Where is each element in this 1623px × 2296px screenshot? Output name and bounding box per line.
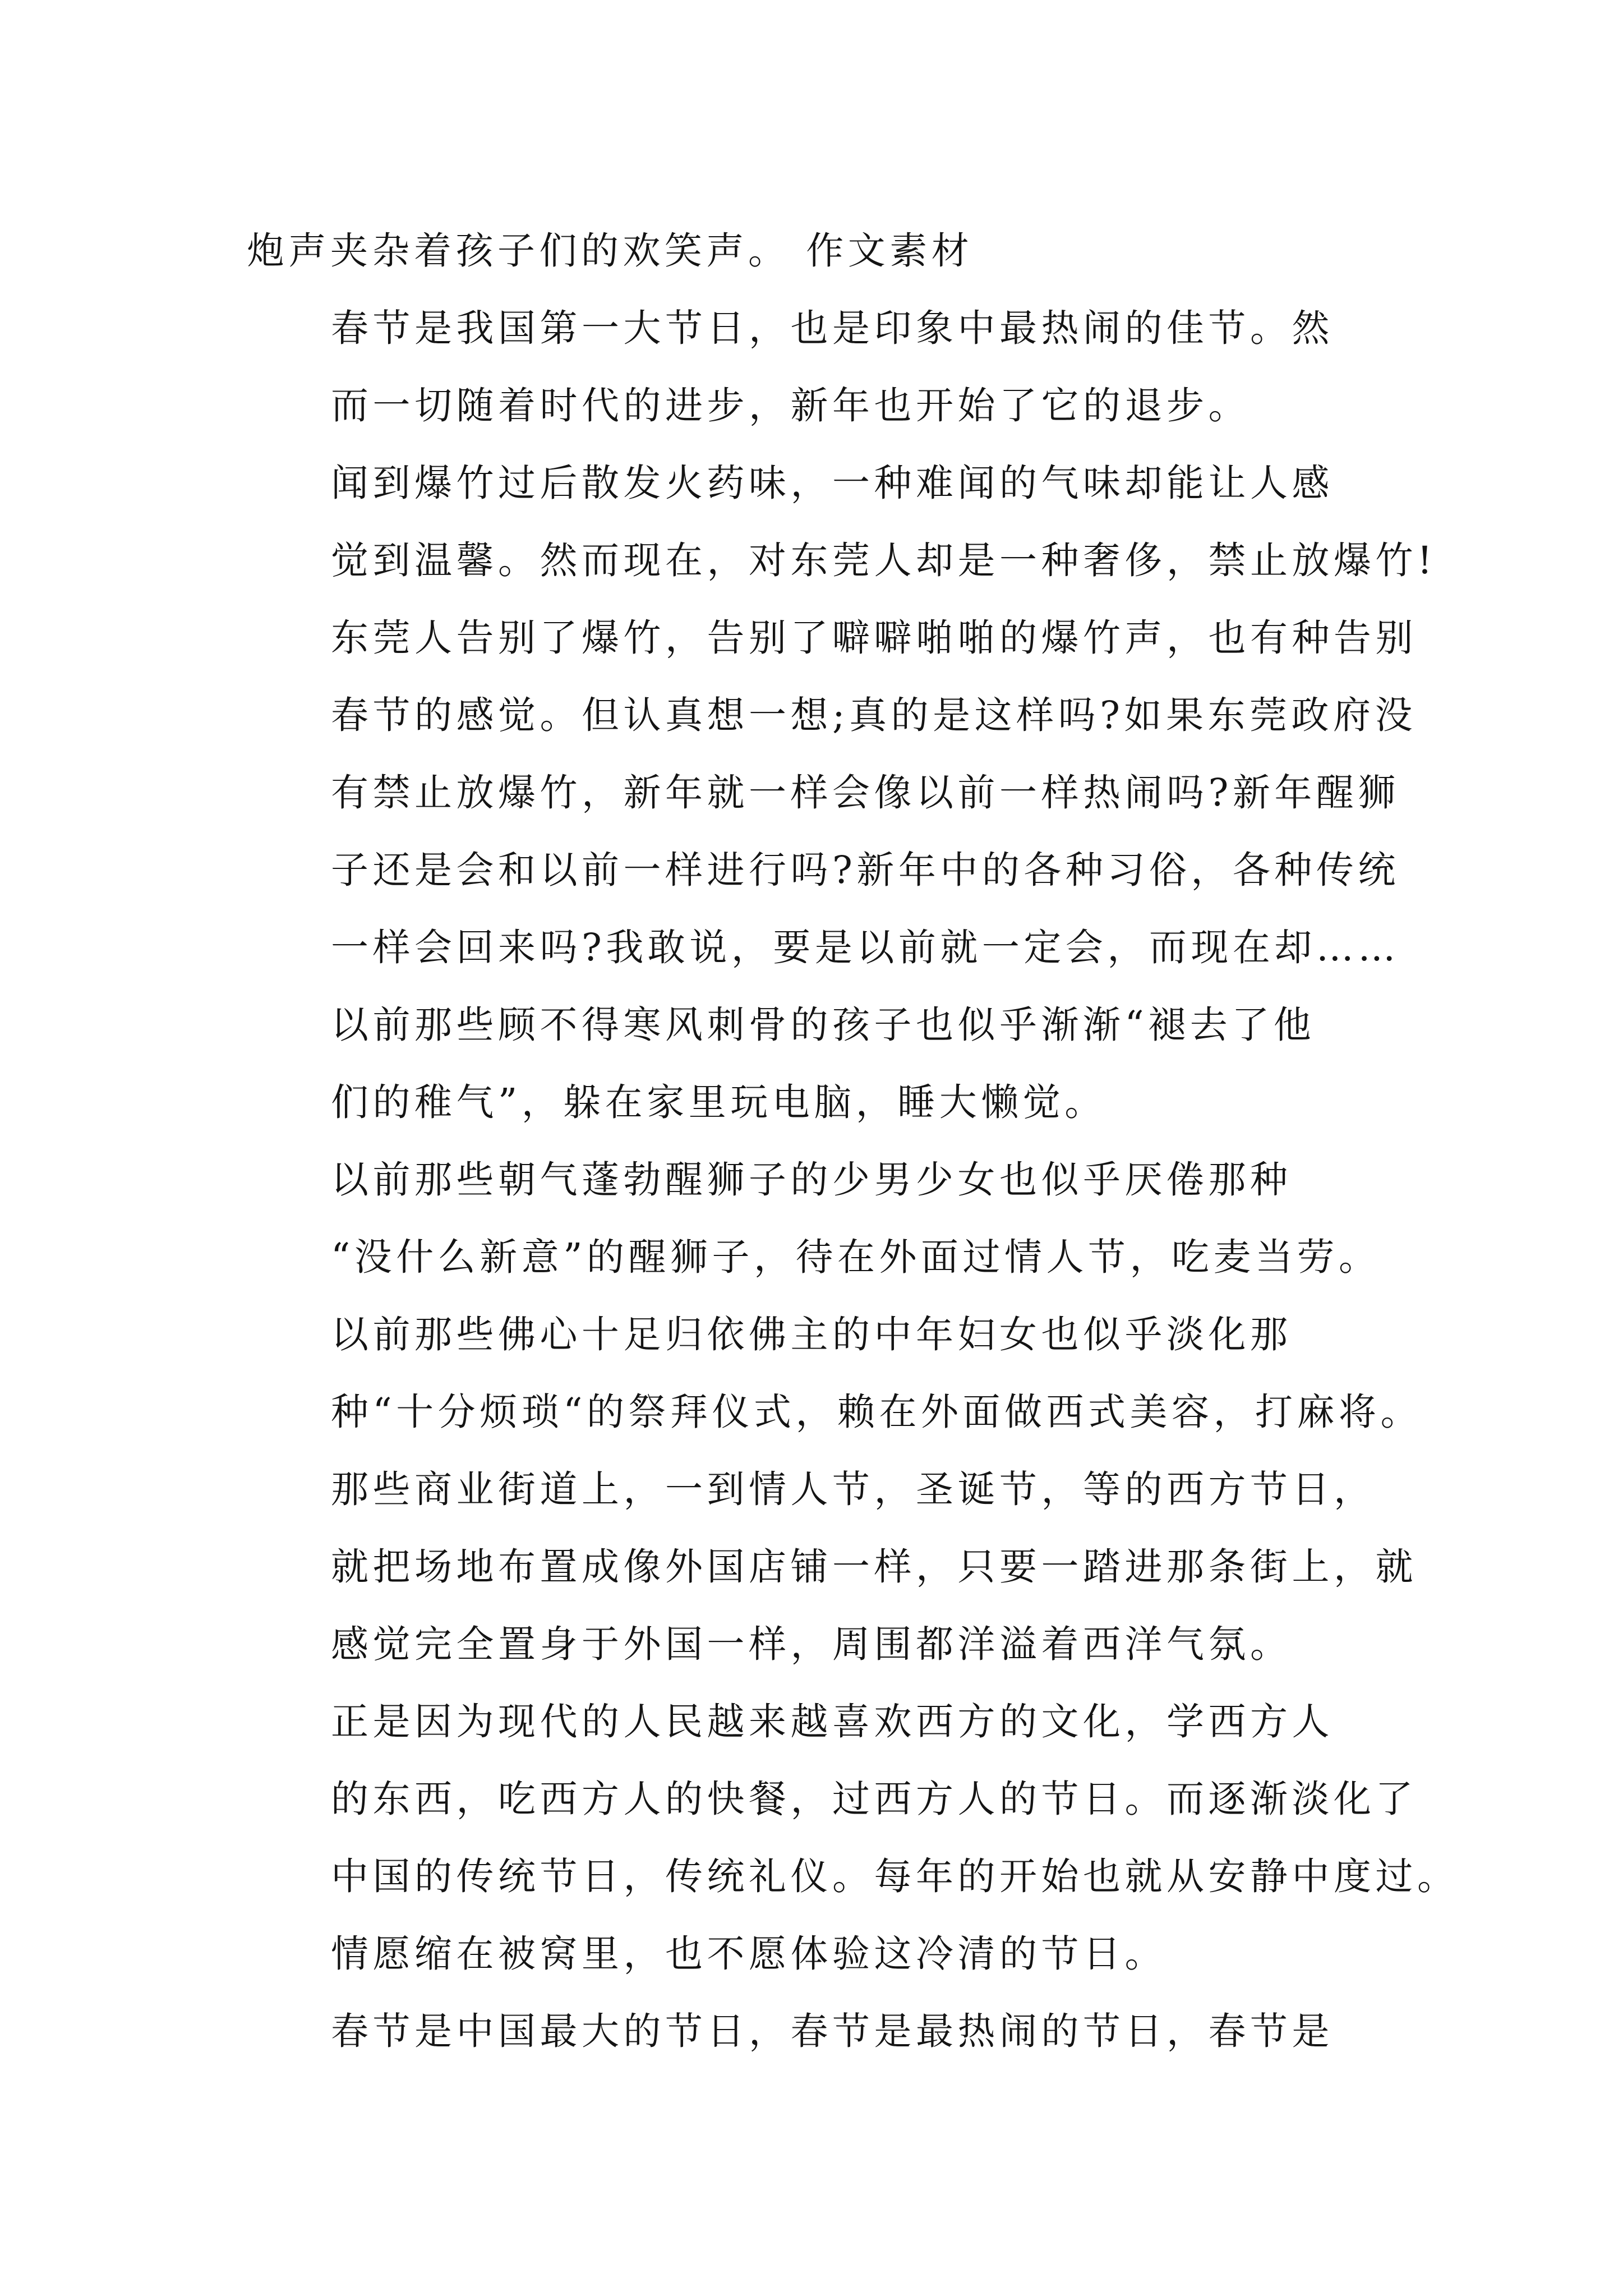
- text-line: 闻到爆竹过后散发火药味，一种难闻的气味却能让人感: [331, 461, 1334, 505]
- text-line: 春节的感觉。但认真想一想;真的是这样吗?如果东莞政府没: [331, 693, 1417, 737]
- text-line: 感觉完全置身于外国一样，周围都洋溢着西洋气氛。: [331, 1622, 1292, 1666]
- text-line: 中国的传统节日，传统礼仪。每年的开始也就从安静中度过。: [331, 1855, 1459, 1898]
- paragraph-5: [247, 1296, 1423, 1451]
- text-line: 以前那些朝气蓬勃醒狮子的少男少女也似乎厌倦那种: [331, 1158, 1292, 1202]
- text-line: 种“十分烦琐“的祭拜仪式，赖在外面做西式美容，打麻将。: [331, 1390, 1423, 1434]
- text-line: 那些商业街道上，一到情人节，圣诞节，等的西方节日，: [331, 1467, 1376, 1511]
- text-line: 正是因为现代的人民越来越喜欢西方的文化，学西方人: [331, 1700, 1334, 1743]
- text-line: 春节是我国第一大节日，也是印象中最热闹的佳节。然: [331, 306, 1334, 350]
- document-body: [247, 212, 1459, 2070]
- text-line: 情愿缩在被窝里，也不愿体验这冷清的节日。: [331, 1932, 1166, 1976]
- text-line: 觉到温馨。然而现在，对东莞人却是一种奢侈，禁止放爆竹!: [331, 539, 1437, 582]
- text-line: 一样会回来吗?我敢说，要是以前就一定会，而现在却……: [331, 926, 1400, 969]
- paragraph-2: [247, 444, 1437, 986]
- text-line: 们的稚气”，躲在家里玩电脑，睡大懒觉。: [331, 1080, 1106, 1124]
- text-line: 而一切随着时代的进步，新年也开始了它的退步。: [331, 384, 1250, 427]
- paragraph-8: [247, 1993, 1385, 2070]
- paragraph-3: [247, 986, 1385, 1141]
- paragraph-0: [247, 212, 1385, 289]
- paragraph-4: [247, 1141, 1385, 1296]
- text-line: 以前那些顾不得寒风刺骨的孩子也似乎渐渐“褪去了他: [331, 1003, 1316, 1047]
- text-line: “没什么新意”的醒狮子，待在外面过情人节，吃麦当劳。: [331, 1235, 1381, 1279]
- paragraph-6: [247, 1451, 1417, 1683]
- text-line: 春节是中国最大的节日，春节是最热闹的节日，春节是: [331, 2009, 1334, 2053]
- paragraph-7: [247, 1683, 1459, 1993]
- text-line: 的东西，吃西方人的快餐，过西方人的节日。而逐渐淡化了: [331, 1777, 1417, 1821]
- text-line: 就把场地布置成像外国店铺一样，只要一踏进那条街上，就: [331, 1545, 1417, 1589]
- paragraph-1: [247, 289, 1385, 444]
- text-line: 子还是会和以前一样进行吗?新年中的各种习俗，各种传统: [331, 848, 1400, 892]
- text-line: 以前那些佛心十足归依佛主的中年妇女也似乎淡化那: [331, 1313, 1292, 1356]
- text-line: 东莞人告别了爆竹，告别了噼噼啪啪的爆竹声，也有种告别: [331, 616, 1417, 660]
- text-line: 有禁止放爆竹，新年就一样会像以前一样热闹吗?新年醒狮: [331, 771, 1400, 815]
- text-line: 炮声夹杂着孩子们的欢笑声。 作文素材: [247, 229, 974, 273]
